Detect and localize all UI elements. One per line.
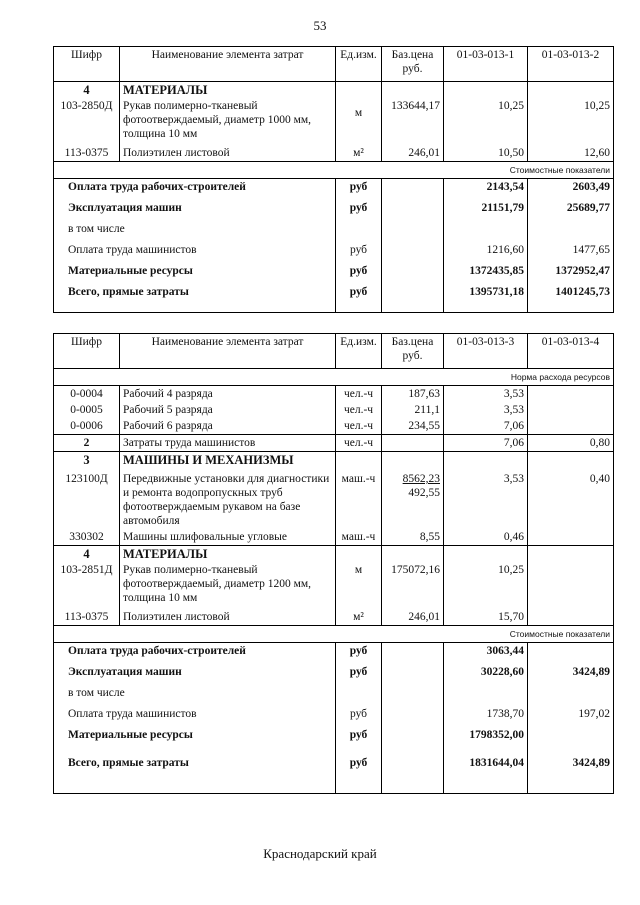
- total-row: [54, 242, 614, 263]
- row-price: 234,55: [382, 418, 444, 435]
- row-value-1: 10,50: [444, 142, 528, 162]
- total-row: [54, 706, 614, 727]
- row-unit: маш.-ч: [336, 529, 382, 546]
- resource-norm-note: Норма расхода ресурсов: [54, 369, 614, 386]
- table-header-row: [54, 47, 614, 82]
- row-value-1: 3,53: [444, 468, 528, 529]
- row-value-1: 3,53: [444, 402, 528, 418]
- total-row: [54, 221, 614, 242]
- page-number: 53: [313, 18, 327, 33]
- table-row: [54, 418, 614, 435]
- row-code: 103-2850Д: [54, 98, 120, 142]
- total-unit: руб: [336, 179, 382, 201]
- section-number: 4: [54, 82, 120, 99]
- row-name: Полиэтилен листовой: [120, 142, 336, 162]
- labor-value-1: 7,06: [444, 435, 528, 452]
- footer-region: Краснодарский край: [263, 846, 377, 861]
- row-value-2: [528, 562, 614, 606]
- labor-unit: чел.-ч: [336, 435, 382, 452]
- row-price-secondary: 492,55: [408, 487, 440, 499]
- total-name: Оплата труда рабочих-строителей: [54, 643, 336, 665]
- total-unit: руб: [336, 727, 382, 748]
- table-row: [54, 386, 614, 403]
- total-unit: руб: [336, 242, 382, 263]
- header-col1: 01-03-013-3: [444, 334, 528, 369]
- row-name: Рукав полимерно-тканевый фотоотверждаемый, диаметр 1200 мм, толщина 10 мм: [120, 562, 336, 606]
- row-value-1: 7,06: [444, 418, 528, 435]
- section-title: МАТЕРИАЛЫ: [120, 82, 336, 99]
- total-row: [54, 179, 614, 201]
- row-unit: м²: [336, 606, 382, 626]
- total-name: Эксплуатация машин: [54, 200, 336, 221]
- row-unit: чел.-ч: [336, 402, 382, 418]
- total-value-1: 1395731,18: [444, 284, 528, 313]
- total-name: Оплата труда машинистов: [54, 706, 336, 727]
- total-unit: руб: [336, 748, 382, 794]
- total-value-1: 1216,60: [444, 242, 528, 263]
- cost-indicators-note: Стоимостные показатели: [54, 162, 614, 179]
- row-name: Рабочий 6 разряда: [120, 418, 336, 435]
- row-code: 330302: [54, 529, 120, 546]
- row-price: 246,01: [382, 142, 444, 162]
- row-price: 175072,16: [382, 562, 444, 606]
- total-value-2: 1401245,73: [528, 284, 614, 313]
- row-code: 103-2851Д: [54, 562, 120, 606]
- total-value-1: 1831644,04: [444, 748, 528, 794]
- total-unit: руб: [336, 284, 382, 313]
- table-row: [54, 98, 614, 142]
- cost-table-1: [53, 46, 614, 313]
- table-header-row: [54, 334, 614, 369]
- note-row: [54, 162, 614, 179]
- total-row: [54, 200, 614, 221]
- row-value-2: [528, 402, 614, 418]
- row-value-2: 0,40: [528, 468, 614, 529]
- row-value-1: 10,25: [444, 562, 528, 606]
- header-price: Баз.цена руб.: [382, 47, 444, 82]
- total-name: Всего, прямые затраты: [54, 748, 336, 794]
- header-name: Наименование элемента затрат: [120, 47, 336, 82]
- total-name: Оплата труда машинистов: [54, 242, 336, 263]
- row-value-2: [528, 529, 614, 546]
- row-code: 0-0006: [54, 418, 120, 435]
- total-row: [54, 263, 614, 284]
- section-row: [54, 452, 614, 469]
- total-value-1: 1798352,00: [444, 727, 528, 748]
- row-price: [382, 468, 444, 529]
- labor-name: Затраты труда машинистов: [120, 435, 336, 452]
- total-name: в том числе: [54, 685, 336, 706]
- total-row: [54, 748, 614, 794]
- labor-value-2: 0,80: [528, 435, 614, 452]
- row-unit: м: [336, 562, 382, 606]
- header-col2: 01-03-013-2: [528, 47, 614, 82]
- row-code: 0-0005: [54, 402, 120, 418]
- header-col1: 01-03-013-1: [444, 47, 528, 82]
- section-row: [54, 546, 614, 563]
- total-row: [54, 685, 614, 706]
- table-row: [54, 468, 614, 529]
- header-col2: 01-03-013-4: [528, 334, 614, 369]
- total-value-2: 2603,49: [528, 179, 614, 201]
- row-price: 246,01: [382, 606, 444, 626]
- total-unit: руб: [336, 263, 382, 284]
- row-name: Передвижные установки для диагностики и ремонта водопропускных труб фотоотверждаемым рукавом на базе автомобиля: [120, 468, 336, 529]
- header-code: Шифр: [54, 47, 120, 82]
- row-price: 133644,17: [382, 98, 444, 142]
- row-value-1: 0,46: [444, 529, 528, 546]
- row-price: 211,1: [382, 402, 444, 418]
- row-name: Машины шлифовальные угловые: [120, 529, 336, 546]
- header-price: Баз.цена руб.: [382, 334, 444, 369]
- row-value-2: [528, 606, 614, 626]
- total-name: Оплата труда рабочих-строителей: [54, 179, 336, 201]
- row-value-1: 10,25: [444, 98, 528, 142]
- row-name: Рабочий 5 разряда: [120, 402, 336, 418]
- section-title: МАТЕРИАЛЫ: [120, 546, 336, 563]
- table-row: [54, 562, 614, 606]
- header-unit: Ед.изм.: [336, 47, 382, 82]
- total-value-1: 2143,54: [444, 179, 528, 201]
- total-value-2: 25689,77: [528, 200, 614, 221]
- table-row: [54, 529, 614, 546]
- section-row: [54, 82, 614, 99]
- total-value-2: [528, 727, 614, 748]
- total-name: Материальные ресурсы: [54, 263, 336, 284]
- total-value-2: [528, 643, 614, 665]
- labor-row: [54, 435, 614, 452]
- total-name: Всего, прямые затраты: [54, 284, 336, 313]
- total-value-2: 3424,89: [528, 748, 614, 794]
- row-name: Рабочий 4 разряда: [120, 386, 336, 403]
- row-code: 113-0375: [54, 142, 120, 162]
- row-value-2: [528, 418, 614, 435]
- cost-indicators-note: Стоимостные показатели: [54, 626, 614, 643]
- row-unit: чел.-ч: [336, 386, 382, 403]
- row-code: 0-0004: [54, 386, 120, 403]
- total-value-1: 3063,44: [444, 643, 528, 665]
- total-unit: руб: [336, 706, 382, 727]
- row-unit: маш.-ч: [336, 468, 382, 529]
- row-value-1: 3,53: [444, 386, 528, 403]
- labor-code: 2: [54, 435, 120, 452]
- note-row: [54, 369, 614, 386]
- table-row: [54, 606, 614, 626]
- section-number: 4: [54, 546, 120, 563]
- total-value-1: 1738,70: [444, 706, 528, 727]
- row-value-2: [528, 386, 614, 403]
- total-name: Материальные ресурсы: [54, 727, 336, 748]
- row-price: 8,55: [382, 529, 444, 546]
- row-value-2: 10,25: [528, 98, 614, 142]
- row-unit: м: [336, 98, 382, 142]
- row-price: 187,63: [382, 386, 444, 403]
- total-row: [54, 284, 614, 313]
- row-name: Полиэтилен листовой: [120, 606, 336, 626]
- total-value-2: 197,02: [528, 706, 614, 727]
- total-unit: руб: [336, 664, 382, 685]
- row-unit: м²: [336, 142, 382, 162]
- total-row: [54, 727, 614, 748]
- row-value-1: 15,70: [444, 606, 528, 626]
- total-unit: руб: [336, 200, 382, 221]
- total-value-2: 1372952,47: [528, 263, 614, 284]
- header-code: Шифр: [54, 334, 120, 369]
- total-value-1: 30228,60: [444, 664, 528, 685]
- total-value-1: 1372435,85: [444, 263, 528, 284]
- row-code: 123100Д: [54, 468, 120, 529]
- table-row: [54, 402, 614, 418]
- note-row: [54, 626, 614, 643]
- row-unit: чел.-ч: [336, 418, 382, 435]
- row-price-main: 8562,23: [402, 473, 440, 485]
- table-row: [54, 142, 614, 162]
- total-value-2: 3424,89: [528, 664, 614, 685]
- cost-table-2: [53, 333, 614, 794]
- total-value-2: 1477,65: [528, 242, 614, 263]
- total-row: [54, 664, 614, 685]
- header-name: Наименование элемента затрат: [120, 334, 336, 369]
- section-title: МАШИНЫ И МЕХАНИЗМЫ: [120, 452, 336, 469]
- total-unit: руб: [336, 643, 382, 665]
- total-name: Эксплуатация машин: [54, 664, 336, 685]
- row-value-2: 12,60: [528, 142, 614, 162]
- total-row: [54, 643, 614, 665]
- header-unit: Ед.изм.: [336, 334, 382, 369]
- row-name: Рукав полимерно-тканевый фотоотверждаемый, диаметр 1000 мм, толщина 10 мм: [120, 98, 336, 142]
- section-number: 3: [54, 452, 120, 469]
- total-name: в том числе: [54, 221, 336, 242]
- row-code: 113-0375: [54, 606, 120, 626]
- total-value-1: 21151,79: [444, 200, 528, 221]
